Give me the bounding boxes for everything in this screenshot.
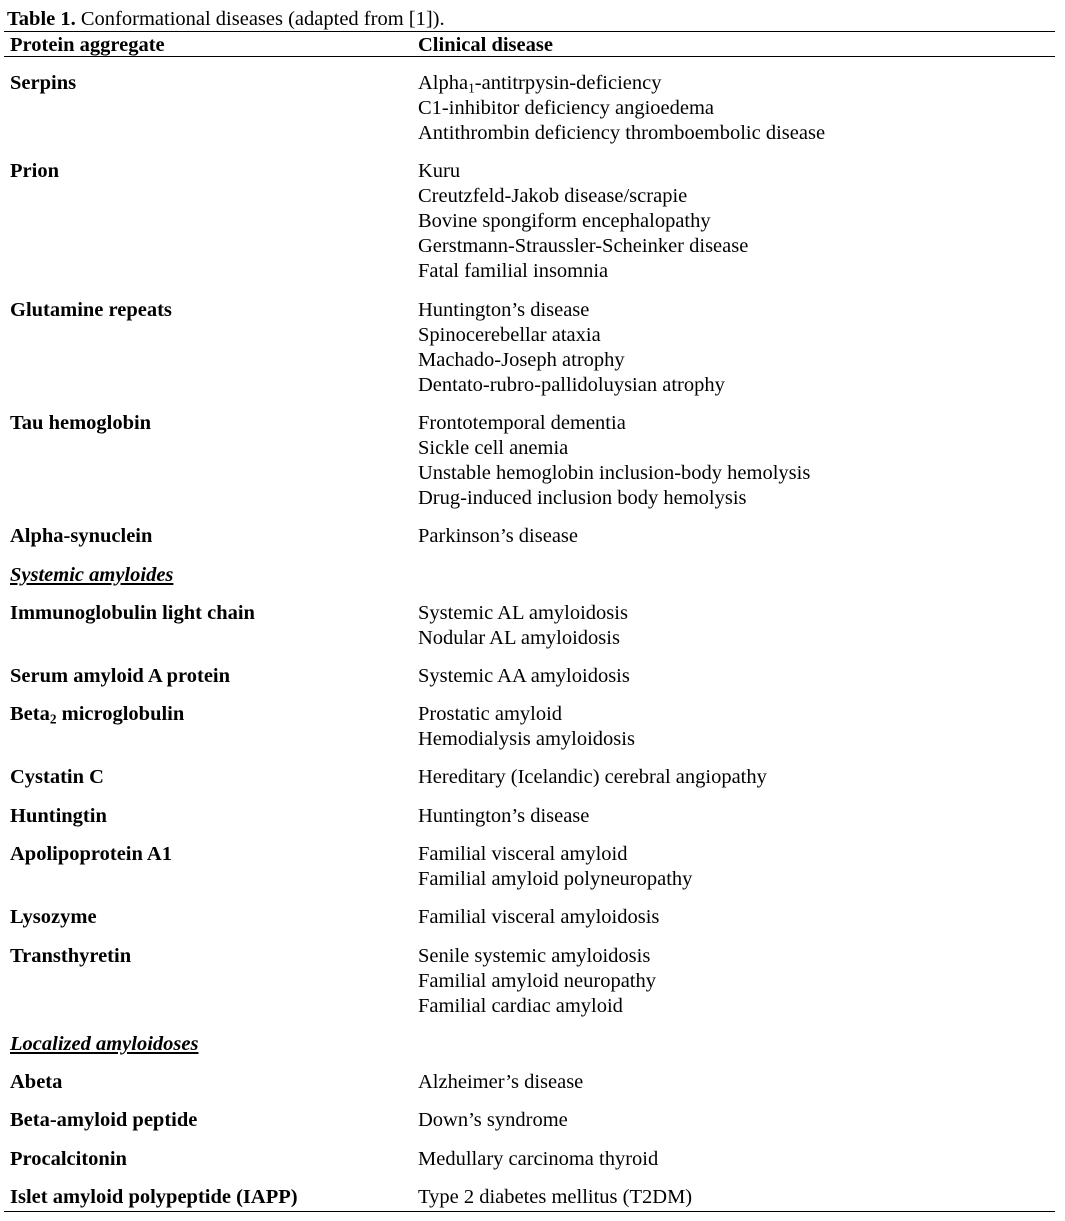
clinical-disease-cell — [418, 1147, 658, 1172]
clinical-disease-cell — [418, 664, 630, 689]
protein-aggregate-cell: Glutamine repeats — [10, 298, 172, 321]
protein-aggregate-cell: Serpins — [10, 72, 77, 94]
clinical-disease-item: Drug-induced inclusion body hemolysis — [418, 486, 747, 509]
clinical-disease-item: Systemic AA amyloidosis — [418, 664, 630, 687]
clinical-disease-cell — [418, 842, 692, 892]
clinical-disease-cell — [418, 944, 656, 1019]
clinical-disease-cell — [418, 702, 635, 752]
protein-aggregate-cell: Transthyretin — [10, 944, 132, 967]
section-heading: Systemic amyloides — [10, 563, 174, 586]
clinical-disease-item: Bovine spongiform encephalopathy — [418, 210, 711, 233]
caption-text: Conformational diseases (adapted from [1]). — [75, 8, 445, 30]
protein-aggregate-cell: Cystatin C — [10, 766, 104, 789]
clinical-disease-item: Alpha$_1$-antitrpysin-deficiency — [418, 72, 662, 96]
clinical-disease-item: Down’s syndrome — [418, 1109, 568, 1132]
clinical-disease-item: Alzheimer’s disease — [418, 1070, 584, 1093]
clinical-disease-cell — [418, 1070, 583, 1095]
clinical-disease-item: Familial amyloid polyneuropathy — [418, 868, 693, 890]
clinical-disease-cell — [418, 298, 725, 398]
protein-aggregate-cell: Lysozyme — [10, 906, 97, 929]
clinical-disease-item: Fatal familial insomnia — [418, 260, 609, 283]
clinical-disease-item: Sickle cell anemia — [418, 436, 569, 459]
protein-aggregate-cell: Alpha-synuclein — [10, 525, 153, 548]
header-clinical-disease: Clinical disease — [418, 34, 553, 56]
clinical-disease-item: Antithrombin deficiency thromboembolic disease — [418, 122, 826, 144]
clinical-disease-item: Familial amyloid neuropathy — [418, 969, 656, 992]
clinical-disease-cell — [418, 524, 578, 549]
clinical-disease-item: Huntington’s disease — [418, 804, 590, 827]
protein-aggregate-cell: Beta-amyloid peptide — [10, 1109, 198, 1132]
clinical-disease-item: Gerstmann-Straussler-Scheinker disease — [418, 235, 749, 258]
table-caption — [7, 7, 445, 32]
protein-aggregate-cell: Apolipoprotein A1 — [10, 843, 172, 865]
protein-aggregate-cell: Huntingtin — [10, 804, 107, 827]
protein-aggregate-cell: Abeta — [10, 1070, 63, 1093]
clinical-disease-item: Spinocerebellar ataxia — [418, 323, 601, 346]
clinical-disease-item: Systemic AL amyloidosis — [418, 601, 628, 624]
protein-aggregate-cell: Serum amyloid A protein — [10, 664, 231, 687]
clinical-disease-item: Kuru — [418, 160, 461, 183]
clinical-disease-cell — [418, 765, 767, 790]
clinical-disease-item: Familial visceral amyloidosis — [418, 906, 660, 929]
caption-label: Table 1. — [7, 8, 76, 30]
clinical-disease-cell — [418, 1108, 568, 1133]
clinical-disease-item: Machado-Joseph atrophy — [418, 348, 625, 371]
clinical-disease-cell — [418, 1185, 692, 1210]
protein-aggregate-cell: Procalcitonin — [10, 1147, 127, 1170]
clinical-disease-cell — [418, 159, 748, 284]
clinical-disease-item: Familial cardiac amyloid — [418, 994, 623, 1017]
clinical-disease-item: Unstable hemoglobin inclusion-body hemolysis — [418, 461, 811, 484]
header-rule — [4, 56, 1055, 57]
header-protein-aggregate: Protein aggregate — [10, 34, 165, 56]
protein-aggregate-cell: Tau hemoglobin — [10, 411, 152, 434]
clinical-disease-item: Dentato-rubro-pallidoluysian atrophy — [418, 373, 725, 396]
clinical-disease-cell — [418, 71, 825, 146]
clinical-disease-cell — [418, 905, 659, 930]
clinical-disease-item: Parkinson’s disease — [418, 525, 578, 548]
clinical-disease-item: Medullary carcinoma thyroid — [418, 1147, 659, 1170]
clinical-disease-item: Familial visceral amyloid — [418, 843, 628, 865]
clinical-disease-cell — [418, 411, 810, 511]
clinical-disease-cell — [418, 804, 589, 829]
section-heading: Localized amyloidoses — [10, 1032, 199, 1055]
clinical-disease-item: Senile systemic amyloidosis — [418, 944, 651, 967]
clinical-disease-item: C1-inhibitor deficiency angioedema — [418, 97, 715, 119]
clinical-disease-item: Creutzfeld-Jakob disease/scrapie — [418, 185, 688, 208]
clinical-disease-item: Hereditary (Icelandic) cerebral angiopathy — [418, 766, 767, 789]
bottom-rule — [4, 1211, 1055, 1212]
clinical-disease-item: Frontotemporal dementia — [418, 411, 626, 434]
protein-aggregate-cell: Beta$_2$ microglobulin — [10, 703, 185, 727]
clinical-disease-item: Type 2 diabetes mellitus (T2DM) — [418, 1185, 693, 1208]
clinical-disease-cell — [418, 601, 628, 651]
protein-aggregate-cell: Immunoglobulin light chain — [10, 601, 255, 624]
clinical-disease-item: Prostatic amyloid — [418, 703, 563, 726]
clinical-disease-item: Huntington’s disease — [418, 298, 590, 321]
protein-aggregate-cell: Prion — [10, 160, 59, 183]
protein-aggregate-cell: Islet amyloid polypeptide (IAPP) — [10, 1185, 298, 1208]
clinical-disease-item: Hemodialysis amyloidosis — [418, 728, 635, 751]
clinical-disease-item: Nodular AL amyloidosis — [418, 626, 620, 649]
top-rule — [4, 31, 1055, 32]
